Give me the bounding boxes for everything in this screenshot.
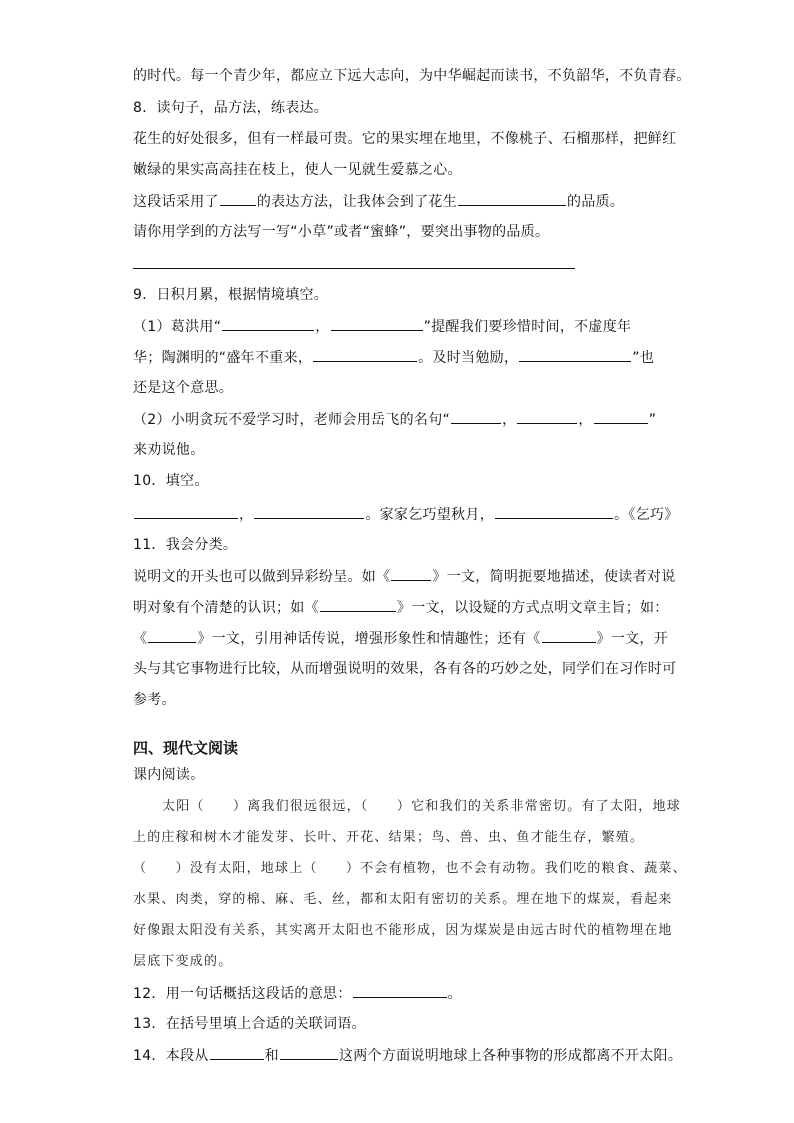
passage-line: 上的庄稼和树木才能发芽、长叶、开花、结果；鸟、兽、虫、鱼才能生存，繁殖。: [133, 830, 645, 845]
text: 华；陶渊明的“盛年不重来，: [133, 350, 313, 366]
text: 。及时当勉励，: [418, 350, 519, 366]
answer-blank[interactable]: [458, 191, 566, 206]
passage-line: （ ）没有太阳，地球上（ ）不会有植物，也不会有动物。我们吃的粮食、蔬菜、: [133, 861, 687, 876]
question-10-title: 10．填空。: [133, 473, 209, 489]
question-11-line: [133, 597, 669, 618]
text: （2）小明贪玩不爱学习时，老师会用岳飞的名句“: [133, 412, 451, 428]
answer-blank[interactable]: [353, 983, 447, 998]
text: 》一文，简明扼要地描述，使读者对说: [432, 569, 676, 585]
answer-blank[interactable]: [542, 628, 596, 643]
text: ，: [578, 412, 593, 428]
question-9-1-line: [133, 347, 654, 368]
answer-blank[interactable]: [594, 409, 648, 424]
text: 14．本段从: [133, 1048, 209, 1064]
text: ，: [315, 319, 330, 335]
text: （1）葛洪用“: [133, 319, 222, 335]
section-title: 四、现代文阅读: [133, 739, 239, 757]
question-11-line: [133, 628, 668, 649]
passage-line: 好像跟太阳没有关系，其实离开太阳也不能形成，因为煤炭是由远古时代的植物埋在地: [133, 923, 673, 938]
answer-blank[interactable]: [254, 504, 364, 519]
passage-line: 水果、肉类，穿的棉、麻、毛、丝，都和太阳有密切的关系。埋在地下的煤炭，看起来: [133, 892, 673, 907]
text: 的品质。: [567, 194, 625, 210]
answer-blank[interactable]: [313, 347, 417, 362]
text-line: 还是这个意思。: [133, 380, 234, 396]
answer-blank[interactable]: [148, 628, 196, 643]
writing-line[interactable]: [133, 268, 575, 269]
text: 明对象有个清楚的认识；如《: [133, 600, 319, 616]
answer-blank[interactable]: [517, 409, 577, 424]
text: ”: [648, 412, 657, 428]
text: ”提醒我们要珍惜时间，不虚度年: [423, 319, 632, 335]
text: 》一文，以设疑的方式点明文章主旨；如：: [396, 600, 669, 616]
text: 这段话采用了: [133, 194, 219, 210]
text-line: 来劝说他。: [133, 442, 205, 458]
answer-blank[interactable]: [451, 409, 501, 424]
text-line: 课内阅读。: [133, 767, 205, 783]
text-line: 头与其它事物进行比较，从而增强说明的效果，各有各的巧妙之处，同学们在习作时可: [133, 661, 677, 677]
text: 12．用一句话概括这段话的意思：: [133, 986, 352, 1002]
question-12-line: [133, 983, 462, 1004]
answer-blank[interactable]: [320, 597, 396, 612]
passage-line: 层底下变成的。: [133, 954, 233, 969]
answer-blank[interactable]: [519, 347, 631, 362]
answer-blank[interactable]: [210, 1045, 264, 1060]
question-13-line: 13．在括号里填上合适的关联词语。: [133, 1016, 366, 1032]
text-line: 嫩绿的果实高高挂在枝上，使人一见就生爱慕之心。: [133, 162, 462, 178]
question-9-title: 9．日积月累，根据情境填空。: [133, 287, 329, 303]
text: ，: [239, 507, 254, 523]
text: 这两个方面说明地球上各种事物的形成都离不开太阳。: [338, 1048, 683, 1064]
text: ”也: [632, 350, 655, 366]
question-14-line: [133, 1045, 682, 1066]
text: 》一文，开: [596, 631, 669, 647]
text: 说明文的开头也可以做到异彩纷呈。如《: [133, 569, 391, 585]
text-line: 参考。: [133, 692, 176, 708]
text: 。家家乞巧望秋月，: [365, 507, 495, 523]
answer-blank[interactable]: [331, 316, 423, 331]
question-10-fill-line: [133, 504, 679, 525]
text: 。: [447, 986, 462, 1002]
question-11-line: [133, 566, 676, 587]
answer-blank[interactable]: [220, 191, 256, 206]
question-8-fill-line: [133, 191, 624, 212]
answer-blank[interactable]: [280, 1045, 338, 1060]
text: 和: [264, 1048, 279, 1064]
text: 的表达方法，让我体会到了花生: [256, 194, 458, 210]
question-8-title: 8．读句子，品方法，练表达。: [133, 100, 329, 116]
question-11-title: 11．我会分类。: [133, 537, 238, 553]
passage-line: 太阳（ ）离我们很远很远，（ ）它和我们的关系非常密切。有了太阳，地球: [162, 799, 681, 814]
answer-blank[interactable]: [134, 504, 238, 519]
text: 《: [133, 631, 148, 647]
text-line: 花生的好处很多，但有一样最可贵。它的果实埋在地里，不像桃子、石榴那样，把鲜红: [133, 131, 677, 147]
question-9-1-line: [133, 316, 631, 337]
answer-blank[interactable]: [222, 316, 314, 331]
answer-blank[interactable]: [495, 504, 613, 519]
text: 。《乞巧》: [614, 507, 679, 523]
text-line: 的时代。每一个青少年，都应立下远大志向，为中华崛起而读书，不负韶华，不负青春。: [133, 68, 691, 84]
question-9-2-line: [133, 409, 656, 430]
text-line: 请你用学到的方法写一写“小草”或者“蜜蜂”，要突出事物的品质。: [133, 224, 550, 240]
text: 》一文，引用神话传说，增强形象性和情趣性；还有《: [197, 631, 541, 647]
text: ，: [502, 412, 517, 428]
answer-blank[interactable]: [391, 566, 431, 581]
